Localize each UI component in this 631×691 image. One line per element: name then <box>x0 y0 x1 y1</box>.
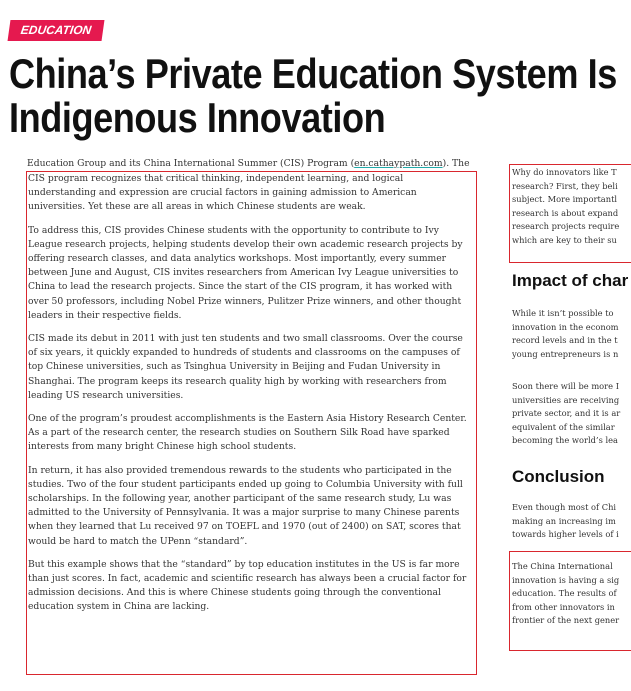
right-column <box>512 157 631 691</box>
right-para3: Soon there will be more I universities are receiving private sector, and it is ar equivalent of the similar becoming the world’s lea <box>512 381 621 446</box>
paragraph: One of the program’s proudest accomplishments is the Eastern Asia History Research Center. As a part of the research center, the research studies on Southern Silk Road have sparked interests from many bright Chinese high school students. <box>28 413 467 453</box>
right-box1-text: Why do innovators like T research? First, they beli subject. More importantl research is about expand research projects require which are key to their su <box>512 167 620 245</box>
article-title <box>9 50 617 141</box>
paragraph: In return, it has also provided tremendous rewards to the students who participated in the studies. Two of the four student participants ended up going to Columbia University with full scholarships. In the following year, another participant of the same research study, Lu was admitted to the University of Pennsylvania. It was a major surprise to many Chinese parents when they learned that Lu received 97 on TOEFL and 1970 (out of 2400) on SAT, scores that would be hard to match the UPenn “standard”. <box>28 464 463 547</box>
paragraph: To address this, CIS provides Chinese students with the opportunity to contribute to Ivy League research projects, helping students develop their own academic research projects by offering research classes, and data analytics workshops. Most importantly, every summer between June and August, CIS invites researchers from American Ivy League universities to China to lead the research projects. Since the start of the CIS program, it has worked with over 50 professors, including Nobel Prize winners, Pulitzer Prize winners, and other thought leaders in their respective fields. <box>28 224 463 321</box>
right-para4: Even though most of Chi making an increasing im towards higher levels of i <box>512 502 619 540</box>
paragraph: But this example shows that the “standard” by top education institutes in the US is far more than just scores. In fact, academic and scientific research has always been a crucial factor for admission decisions. And this is where Chinese students going through the conventional education system in China are lacking. <box>28 558 467 613</box>
paragraph: CIS made its debut in 2011 with just ten students and two small classrooms. Over the course of six years, it quickly expanded to hundreds of students and classrooms on the campuses of top Chinese universities, such as Tsinghua University in Beijing and Fudan University in Shanghai. The program keeps its research quality high by working with researchers from leading US research universities. <box>28 333 463 401</box>
section-heading-impact: Impact of char <box>512 271 629 290</box>
website-link[interactable]: en.cathaypath.com <box>354 158 443 169</box>
paragraph: CIS program recognizes that critical thinking, independent learning, and logical understanding and expression are crucial factors in gaining admission to American universities. Yet these are all areas in which Chinese students are weak. <box>28 173 417 213</box>
right-para2: While it isn’t possible to innovation in the econom record levels and in the t young entrepreneurs is n <box>512 308 619 359</box>
title-line-2: Indigenous Innovation <box>9 94 386 141</box>
title-line-1: China’s Private Education System Is <box>9 50 617 97</box>
right-box2-text: The China International innovation is having a sig education. The results of from other innovators in frontier of the next gener <box>512 561 620 626</box>
left-column <box>27 157 479 675</box>
category-tag[interactable]: EDUCATION <box>8 20 105 41</box>
section-heading-conclusion: Conclusion <box>512 467 605 486</box>
lead-line: Education Group and its China International Summer (CIS) Program (en.cathaypath.com). The <box>27 158 470 169</box>
